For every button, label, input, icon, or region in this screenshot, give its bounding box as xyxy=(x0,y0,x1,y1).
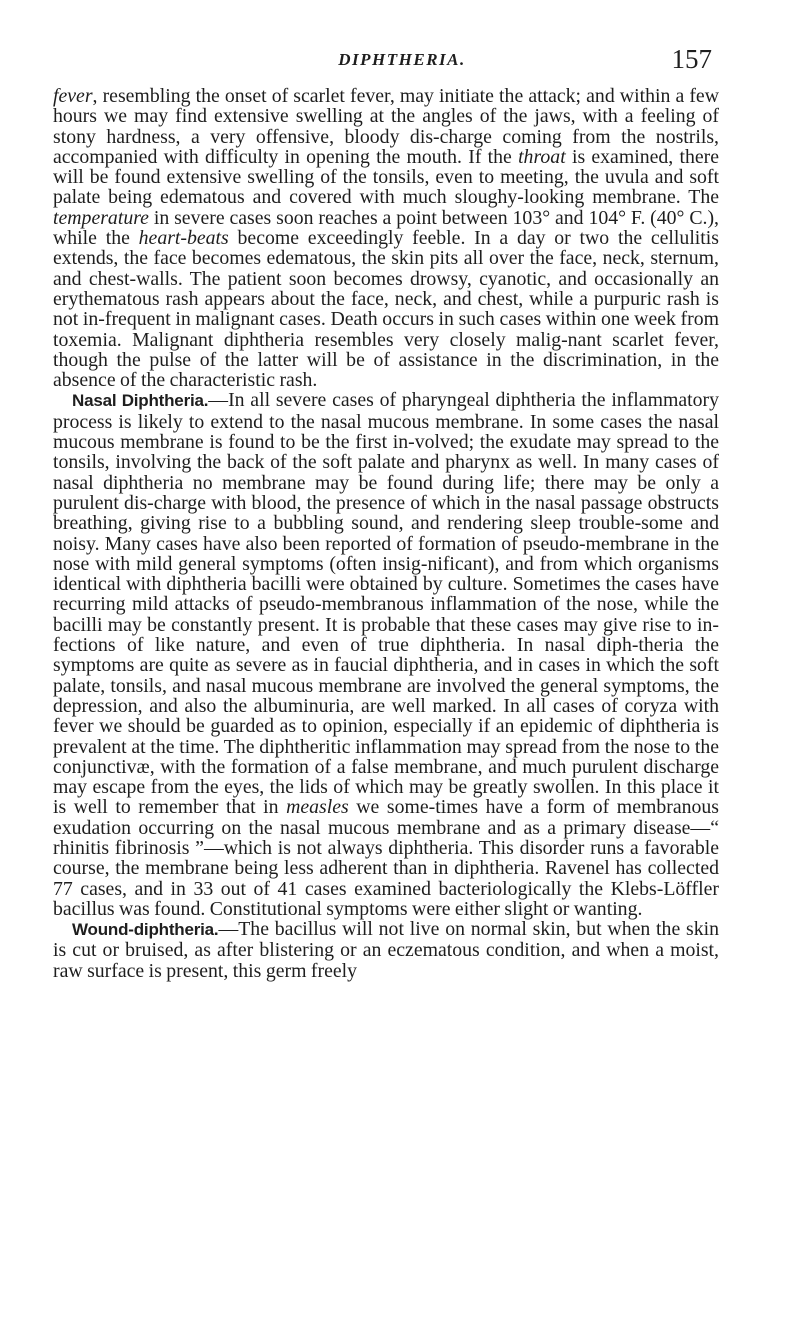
running-head xyxy=(92,44,712,80)
text-segment: , resembling the onset of scarlet fever, may initiate the attack; and within a few hours we may find extensive swelling at the angles of the jaws, with a feeling of stony hardness, a very offensive, bloody dis-charge coming from the nostrils, accompanied with difficulty in opening the mouth. If the xyxy=(53,85,719,168)
paragraph-wound-diphtheria xyxy=(53,919,719,981)
section-heading-nasal-diphtheria: Nasal Diphtheria. xyxy=(72,391,209,411)
text-segment: heart-beats xyxy=(138,227,229,250)
page-number: 157 xyxy=(671,44,712,74)
paragraph-fever-onset xyxy=(53,86,719,390)
paragraph-nasal-diphtheria xyxy=(53,390,719,919)
text-segment: in severe cases soon reaches a point between 103° and 104° F. (40° C.), while the xyxy=(53,206,719,250)
text-segment: become exceedingly feeble. In a day or two the cellulitis extends, the face becomes edematous, the skin pits all over the face, neck, sternum, and chest-walls. The patient soon becomes drowsy, cyanotic, and occasionally an erythematous rash appears about the face, neck, and chest, while a purpuric rash is not in-frequent in malignant cases. Death occurs in such cases within one week from toxemia. Malignant diphtheria resembles very closely malig-nant scarlet fever, though the pulse of the latter will be of assistance in the discrimination, in the absence of the characteristic rash. xyxy=(53,227,719,392)
text-segment: is examined, there will be found extensive swelling of the tonsils, even to meeting, the uvula and soft palate being edematous and covered with much sloughy-looking membrane. The xyxy=(53,145,719,209)
section-heading-wound-diphtheria: Wound-diphtheria. xyxy=(72,920,219,940)
body-text xyxy=(53,86,719,981)
text-segment: we some-times have a form of membranous exudation occurring on the nasal mucous membrane and as a primary disease—“ rhinitis fibrinosis ”—which is not always diphtheria. This disorder runs a favorable course, the membrane being less adherent than in diphtheria. Ravenel has collected 77 cases, and in 33 out of 41 cases examined bacteriologically the Klebs-Löffler bacillus was found. Constitutional symptoms were either slight or wanting. xyxy=(53,796,719,920)
text-segment: —In all severe cases of pharyngeal diphtheria the inflammatory process is likely to extend to the nasal mucous membrane. In some cases the nasal mucous membrane is found to be the first in-volved; the exudate may spread to the tonsils, involving the back of the soft palate and pharynx as well. In many cases of nasal diphtheria no membrane may be found during life; there may be only a purulent dis-charge with blood, the presence of which in the nasal passage obstructs breathing, giving rise to a bubbling sound, and rendering sleep trouble-some and noisy. Many cases have also been reported of formation of pseudo-membrane in the nose with mild general symptoms (often insig-nificant), and from which organisms identical with diphtheria bacilli were obtained by culture. Sometimes the cases have recurring mild attacks of pseudo-membranous inflammation of the nose, while the bacilli may be constantly present. It is probable that these cases may give rise to in-fections of like nature, and even of true diphtheria. In nasal diph-theria the symptoms are quite as severe as in faucial diphtheria, and in cases in which the soft palate, tonsils, and nasal mucous membrane are involved the general symptoms, the depression, and also the albuminuria, are well marked. In all cases of coryza with fever we should be guarded as to opinion, especially if an epidemic of diphtheria is prevalent at the time. The diphtheritic inflammation may spread from the nose to the conjunctivæ, with the formation of a false membrane, and much purulent discharge may escape from the eyes, the lids of which may be greatly swollen. In this place it is well to remember that in xyxy=(53,389,719,819)
running-title: DIPHTHERIA. xyxy=(338,50,466,69)
text-segment: temperature xyxy=(53,206,149,229)
text-segment: fever xyxy=(53,85,93,107)
text-segment: —The bacillus will not live on normal skin, but when the skin is cut or bruised, as after blistering or an eczematous condition, and when a moist, raw surface is present, this germ freely xyxy=(53,918,719,982)
text-segment: throat xyxy=(518,145,566,168)
text-segment: measles xyxy=(286,796,349,819)
